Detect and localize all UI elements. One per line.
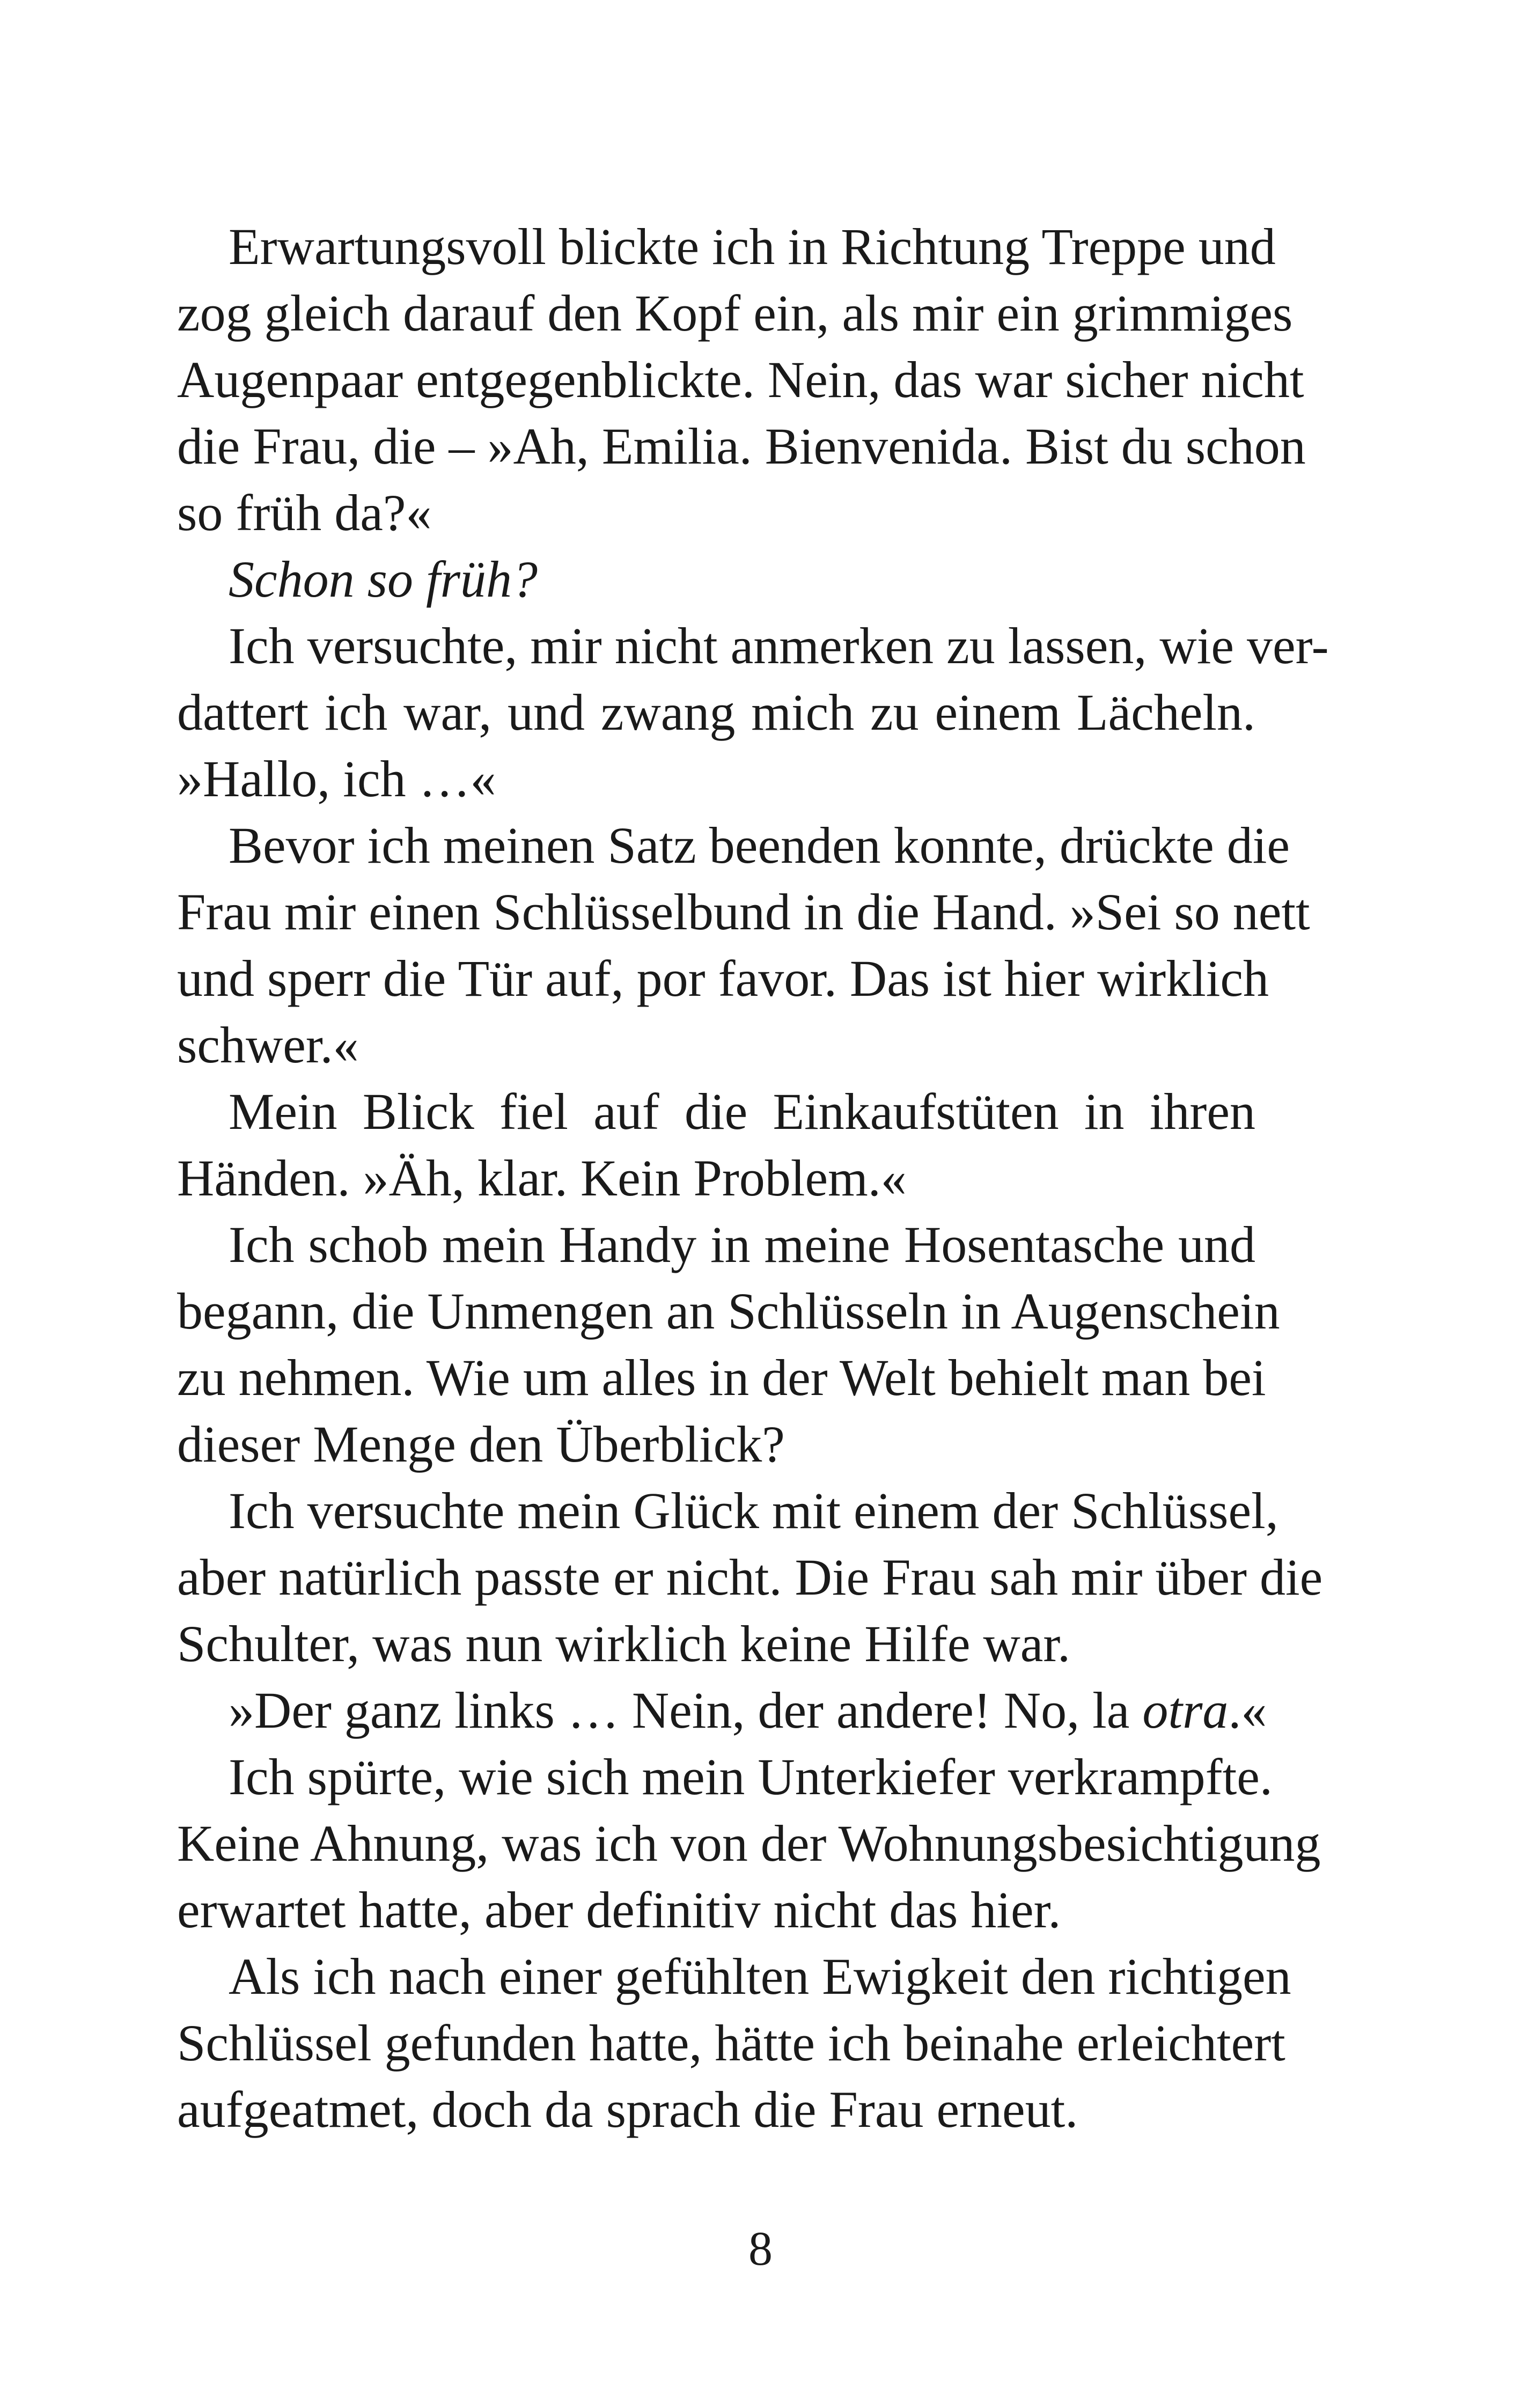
text-line bbox=[177, 1145, 1255, 1212]
text-line-content: Als ich nach einer gefühlten Ewigkeit den richtigen bbox=[229, 1948, 1291, 2005]
text-line-content: erwartet hatte, aber definitiv nicht das hier. bbox=[177, 1881, 1061, 1939]
text-line bbox=[177, 1278, 1280, 1345]
text-line-content: Ich versuchte, mir nicht anmerken zu lassen, wie ver- bbox=[229, 617, 1329, 674]
text-line bbox=[177, 2076, 1255, 2143]
text-line bbox=[177, 1677, 1267, 1744]
text-line-content: »Der ganz links … Nein, der andere! No, la bbox=[229, 1682, 1143, 1739]
text-line bbox=[177, 2010, 1285, 2076]
text-line bbox=[177, 879, 1310, 945]
text-line bbox=[177, 280, 1293, 347]
text-line-content: Frau mir einen Schlüsselbund in die Hand. »Sei so nett bbox=[177, 883, 1310, 941]
text-line-content: so früh da?« bbox=[177, 484, 432, 541]
text-line bbox=[177, 214, 1276, 280]
text-line bbox=[177, 1012, 1255, 1078]
text-line bbox=[177, 1810, 1321, 1877]
text-line-content: Schlüssel gefunden hatte, hätte ich beinahe erleichtert bbox=[177, 2014, 1285, 2072]
text-line bbox=[177, 1943, 1291, 2010]
italic-word: otra bbox=[1142, 1682, 1229, 1739]
text-line bbox=[177, 1744, 1273, 1810]
text-line bbox=[177, 413, 1306, 480]
text-line-content: Mein Blick fiel auf die Einkaufstüten in ihren bbox=[229, 1083, 1255, 1140]
text-line bbox=[177, 347, 1304, 413]
text-line bbox=[177, 1078, 1255, 1145]
text-line bbox=[177, 613, 1329, 679]
text-line-content: schwer.« bbox=[177, 1016, 359, 1074]
text-line-content: begann, die Unmengen an Schlüsseln in Augenschein bbox=[177, 1282, 1280, 1340]
text-line-content: zog gleich darauf den Kopf ein, als mir ein grimmiges bbox=[177, 284, 1293, 342]
text-line-content: aufgeatmet, doch da sprach die Frau erneut. bbox=[177, 2081, 1078, 2138]
text-line-content: zu nehmen. Wie um alles in der Welt behielt man bei bbox=[177, 1349, 1266, 1406]
text-line-content: die Frau, die – »Ah, Emilia. Bienvenida. Bist du schon bbox=[177, 417, 1306, 475]
text-line bbox=[177, 1212, 1255, 1278]
text-line-content: Bevor ich meinen Satz beenden konnte, drückte die bbox=[229, 817, 1290, 874]
page-number: 8 bbox=[748, 2222, 773, 2275]
closing-punctuation: .« bbox=[1228, 1682, 1267, 1739]
text-line-content: Händen. »Äh, klar. Kein Problem.« bbox=[177, 1149, 907, 1207]
text-line-content: Erwartungsvoll blickte ich in Richtung Treppe und bbox=[229, 218, 1276, 275]
text-line bbox=[177, 1611, 1255, 1677]
text-line bbox=[177, 812, 1290, 879]
text-line bbox=[177, 945, 1269, 1012]
text-line bbox=[177, 679, 1255, 746]
text-line bbox=[177, 746, 1255, 812]
text-line bbox=[177, 1544, 1323, 1611]
text-line-content: dieser Menge den Überblick? bbox=[177, 1415, 785, 1473]
text-line bbox=[177, 1478, 1278, 1544]
text-line-content: Schulter, was nun wirklich keine Hilfe war. bbox=[177, 1615, 1071, 1672]
text-line-content: Schon so früh? bbox=[229, 550, 538, 608]
text-line bbox=[177, 546, 1255, 613]
text-line-content: und sperr die Tür auf, por favor. Das ist hier wirklich bbox=[177, 950, 1269, 1007]
text-line-content: »Hallo, ich …« bbox=[177, 750, 496, 807]
text-line-content: Ich spürte, wie sich mein Unterkiefer verkrampfte. bbox=[229, 1748, 1273, 1805]
text-line-content: dattert ich war, und zwang mich zu einem Lächeln. bbox=[177, 684, 1255, 741]
text-line-content: aber natürlich passte er nicht. Die Frau sah mir über die bbox=[177, 1548, 1323, 1606]
text-line-content: Augenpaar entgegenblickte. Nein, das war sicher nicht bbox=[177, 351, 1304, 408]
text-line bbox=[177, 480, 1255, 546]
text-line bbox=[177, 1411, 1255, 1478]
text-line bbox=[177, 1345, 1266, 1411]
text-line-content: Ich schob mein Handy in meine Hosentasche und bbox=[229, 1216, 1255, 1273]
text-line-content: Keine Ahnung, was ich von der Wohnungsbesichtigung bbox=[177, 1815, 1321, 1872]
text-line-content: Ich versuchte mein Glück mit einem der Schlüssel, bbox=[229, 1482, 1278, 1539]
text-line bbox=[177, 1877, 1255, 1943]
body-text bbox=[177, 214, 1329, 2143]
